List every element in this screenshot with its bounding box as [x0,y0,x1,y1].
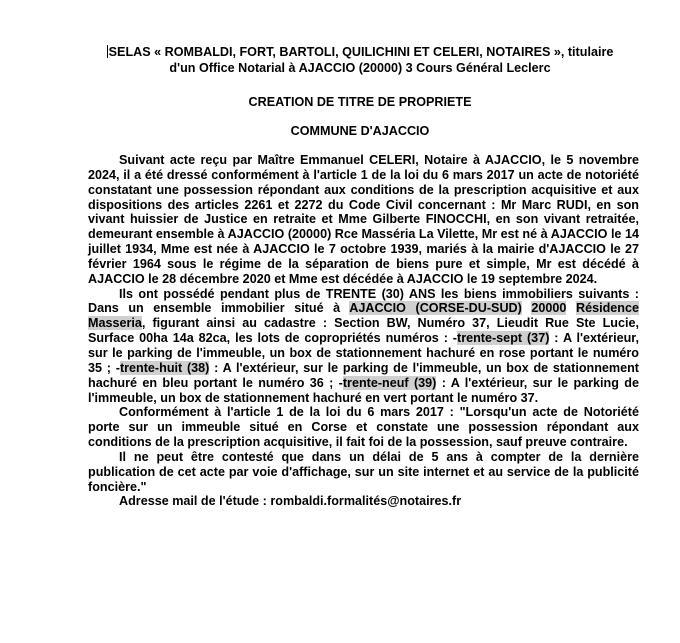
text-span: : A l'extérieur, sur le parking de l'immeuble, un box de stationnement hachuré en bleu portant le numéro 36 ; - [88,360,639,390]
document-title: CREATION DE TITRE DE PROPRIETE [248,95,472,109]
header-line-2: d'un Office Notarial à AJACCIO (20000) 3 Cours Général Leclerc [169,61,551,75]
highlight-location: AJACCIO (CORSE-DU-SUD) [349,301,522,316]
paragraph-properties [88,287,639,406]
paragraph-law-article: Conformément à l'article 1 de la loi du 6 mars 2017 : "Lorsqu'un acte de Notoriété porte sur un immeuble situé en Corse et constate une possession répondant aux conditions de la prescription acquisitive, il fait foi de la possession, sauf preuve contraire. [88,405,639,450]
text-cursor [107,45,108,58]
highlight-lot-38: trente-huit (38) [119,360,210,375]
text-span [566,301,576,315]
header-line-1 [80,44,640,60]
text-span: : A l'extérieur, sur le parking de l'immeuble, un box de stationnement hachuré en rose portant le numéro 35 ; - [88,331,639,375]
paragraph-email: Adresse mail de l'étude : rombaldi.formalités@notaires.fr [119,494,462,509]
notary-header [80,44,640,76]
paragraph-contest-delay: Il ne peut être contesté que dans un délai de 5 ans à compter de la dernière publication de cet acte par voie d'affichage, sur un site internet et au service de la publicité foncière." [88,449,639,494]
document-body [88,153,639,509]
highlight-lot-37: trente-sept (37) [457,331,550,346]
paragraph-deed: Suivant acte reçu par Maître Emmanuel CELERI, Notaire à AJACCIO, le 5 novembre 2024, il a été dressé conformément à l'article 1 de la loi du 6 mars 2017 un acte de notoriété constatant une possession répondant aux conditions de la prescription acquisitive et aux dispositions des articles 2261 et 2272 du Code Civil concernant : Mr Marc RUDI, en son vivant huissier de Justice en retraite et Mme Gilberte FINOCCHI, en son vivant retraitée, demeurant ensemble à AJACCIO (20000) Rce Masséria La Vilette, Mr est né à AJACCIO le 14 juillet 1934, Mme est née à AJACCIO le 7 octobre 1939, mariés à la mairie d'AJACCIO le 27 février 1964 sous le régime de la séparation de biens pure et simple, Mr est décédé à AJACCIO le 28 décembre 2020 et Mme est décédée à AJACCIO le 19 septembre 2024. [88,153,639,286]
text-span: , figurant ainsi au cadastre : Section BW, Numéro 37, Lieudit Rue Ste Lucie, Surface 00ha 14a 82ca, les lots de copropriétés numéros : - [88,316,639,346]
text-span: Ils ont possédé pendant plus de TRENTE (30) ANS les biens immobiliers suivants : Dans un ensemble immobilier situé à [88,286,639,316]
commune-title: COMMUNE D'AJACCIO [290,124,430,138]
text-span [522,301,532,315]
header-line-1-text: SELAS « ROMBALDI, FORT, BARTOLI, QUILICHINI ET CELERI, NOTAIRES », titulaire [108,45,614,59]
highlight-postcode: 20000 [531,301,567,316]
highlight-residence: Résidence Masseria [88,301,639,331]
text-span: : A l'extérieur, sur le parking de l'immeuble, un box de stationnement hachuré en vert portant le numéro 37. [88,375,639,405]
highlight-lot-39: trente-neuf (39) [342,375,437,390]
